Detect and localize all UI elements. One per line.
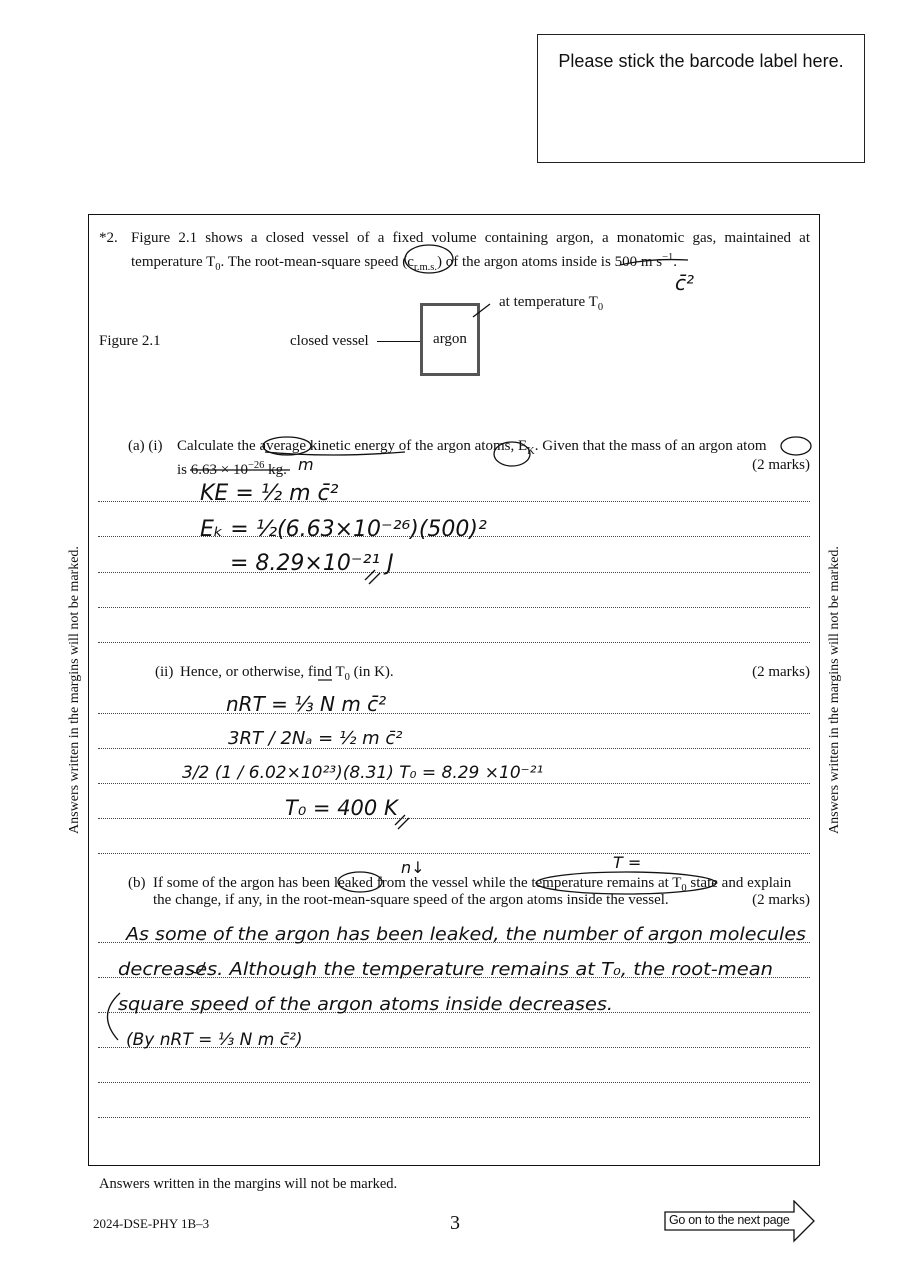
answer-line <box>98 642 810 643</box>
answer-line <box>98 713 810 714</box>
next-page-label: Go on to the next page <box>669 1213 790 1227</box>
barcode-label-text: Please stick the barcode label here. <box>558 51 844 71</box>
next-page-arrow <box>664 1200 816 1249</box>
hw-a-i-line3: = 8.29×10⁻²¹ J <box>230 551 394 576</box>
part-a-ii-text: Hence, or otherwise, find $T_0$ (in K). <box>180 664 394 683</box>
answer-line <box>98 607 810 608</box>
answer-line <box>98 748 810 749</box>
bottom-margin-note: Answers written in the margins will not be marked. <box>99 1176 398 1192</box>
question-intro-line1: Figure 2.1 shows a closed vessel of a fixed volume containing argon, a monatomic gas, maintained at <box>131 230 810 246</box>
answer-line <box>98 1117 810 1118</box>
barcode-label-box <box>537 34 865 163</box>
part-b-line2: the change, if any, in the root-mean-square speed of the argon atoms inside the vessel. <box>153 892 669 908</box>
part-a-i-line2: is $6.63 \times 10^{-26}$ kg. <box>177 460 287 478</box>
answer-line <box>98 536 810 537</box>
part-a-i-line1: Calculate the average kinetic energy of the argon atoms, $E_K$. Given that the mass of an argon atom <box>177 438 767 457</box>
hw-annotation-t-equals: T = <box>613 853 642 872</box>
temperature-label: at temperature $T_0$ <box>499 294 604 313</box>
hw-b-line3: square speed of the argon atoms inside decreases. <box>118 994 613 1015</box>
hw-a-ii-line2: 3RT / 2Nₐ = ½ m c̄² <box>228 728 403 749</box>
left-margin-note: Answers written in the margins will not be marked. <box>67 546 82 834</box>
hw-a-ii-line3: 3/2 (1 / 6.02×10²³)(8.31) T₀ = 8.29 ×10⁻²¹ <box>182 763 544 783</box>
hw-a-ii-line4: T₀ = 400 K <box>285 796 398 820</box>
answer-line <box>98 501 810 502</box>
part-b-label: (b) <box>128 875 146 891</box>
right-margin-note: Answers written in the margins will not be marked. <box>827 546 842 834</box>
part-a-ii-marks: (2 marks) <box>752 664 810 680</box>
hw-annotation-m: m <box>298 455 314 474</box>
page-number: 3 <box>450 1212 460 1234</box>
gas-label: argon <box>433 331 467 347</box>
part-a-i-marks: (2 marks) <box>752 457 810 473</box>
answer-line <box>98 1082 810 1083</box>
hw-a-i-line2: Eₖ = ½(6.63×10⁻²⁶)(500)² <box>200 517 487 542</box>
hw-b-line2: decreases. Although the temperature remains at T₀, the root-mean <box>118 959 773 980</box>
vessel-label: closed vessel <box>290 333 369 349</box>
answer-line <box>98 1047 810 1048</box>
answer-line <box>98 783 810 784</box>
figure-caption: Figure 2.1 <box>99 333 161 349</box>
part-a-i-label: (a) (i) <box>128 438 163 454</box>
hw-annotation-c2: c̄² <box>675 271 695 295</box>
paper-code: 2024-DSE-PHY 1B–3 <box>93 1216 210 1231</box>
answer-line <box>98 942 810 943</box>
part-a-ii-label: (ii) <box>155 664 174 680</box>
hw-annotation-n-down: n↓ <box>401 858 425 877</box>
answer-line <box>98 853 810 854</box>
part-b-marks: (2 marks) <box>752 892 810 908</box>
hw-a-ii-line1: nRT = ⅓ N m c̄² <box>226 692 387 716</box>
question-number: *2. <box>99 230 118 246</box>
question-intro-line2: temperature $T_0$. The root-mean-square speed $(c_{r.m.s.})$ of the argon atoms inside is 500 m $s^{-1}$. <box>131 252 677 273</box>
vessel-leader-line <box>377 341 420 342</box>
hw-b-line1: As some of the argon has been leaked, the number of argon molecules <box>124 924 806 945</box>
answer-line <box>98 977 810 978</box>
hw-b-line4: (By nRT = ⅓ N m c̄²) <box>126 1030 303 1050</box>
part-b-line1: If some of the argon has been leaked from the vessel while the temperature remains at $T_0$ state and explain <box>153 875 792 894</box>
answer-line <box>98 818 810 819</box>
hw-a-i-line1: KE = ½ m c̄² <box>200 481 339 506</box>
answer-line <box>98 1012 810 1013</box>
answer-line <box>98 572 810 573</box>
